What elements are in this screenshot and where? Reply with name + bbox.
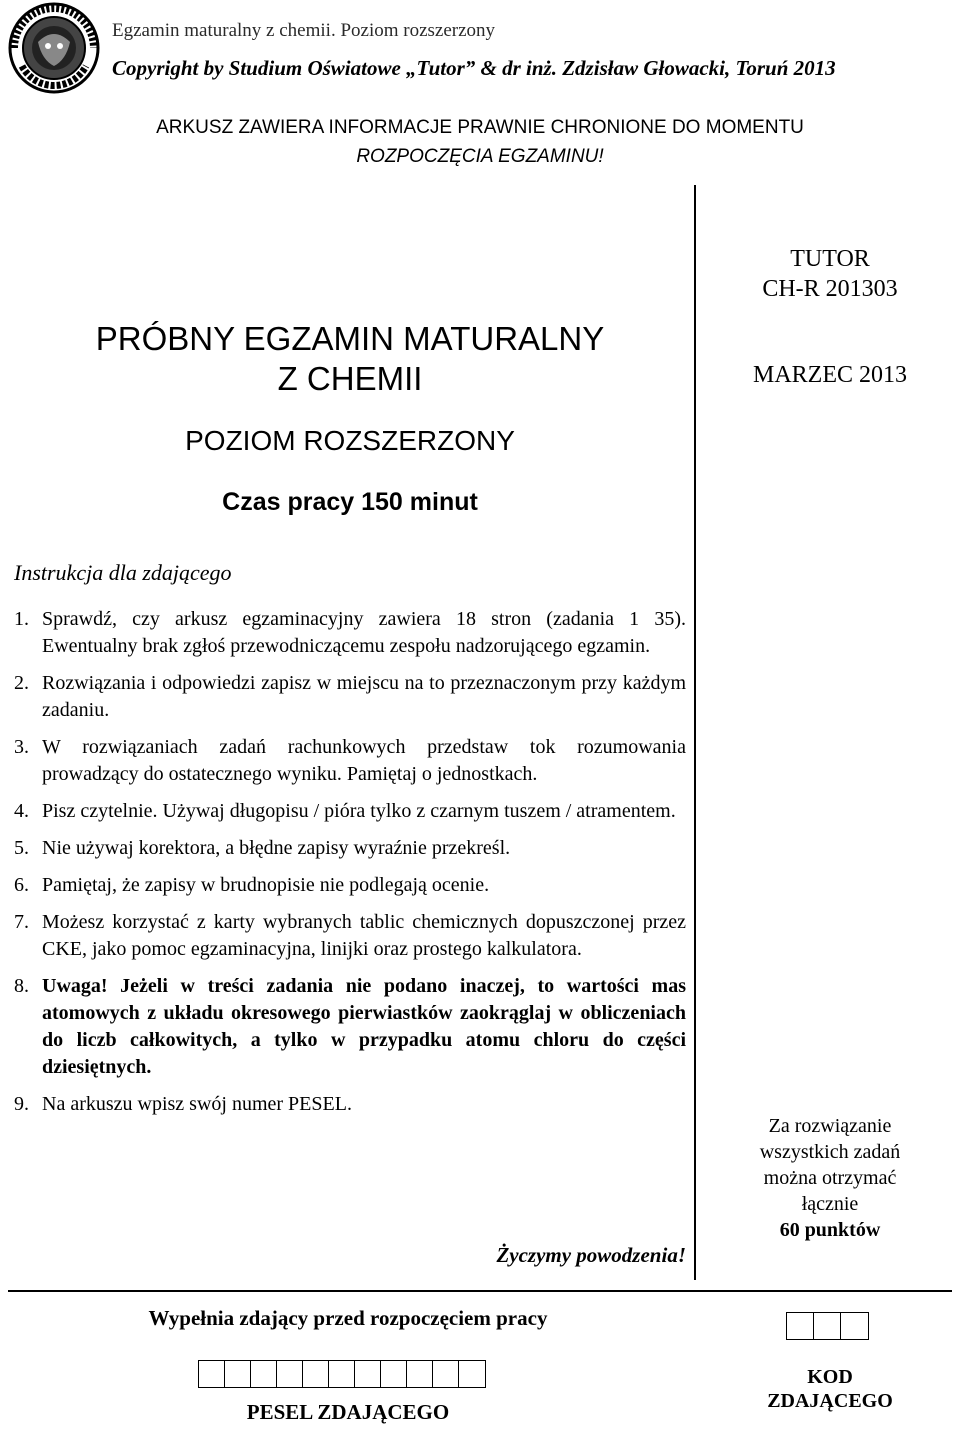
list-item-warning: 8. Uwaga! Jeżeli w treści zadania nie podano inaczej, to wartości mas atomowych z układu okresowego pierwiastków zaokrąglaj w obliczeniach do liczb całkowitych, a tylko w przypadku atomu chloru do części dziesiętnych. xyxy=(14,975,687,1078)
points-info: Za rozwiązanie wszystkich zadań można otrzymać łącznie 60 punktów xyxy=(700,1113,960,1243)
candidate-code-label-line1: KOD xyxy=(807,1366,853,1388)
exam-level: POZIOM ROZSZERZONY xyxy=(185,425,515,456)
pesel-digit-box[interactable] xyxy=(381,1361,407,1387)
pesel-digit-box[interactable] xyxy=(433,1361,459,1387)
total-points: 60 punktów xyxy=(779,1219,881,1241)
header-copyright: Copyright by Studium Oświatowe „Tutor” & dr inż. Zdzisław Głowacki, Toruń 2013 xyxy=(112,56,836,80)
pesel-digit-box[interactable] xyxy=(355,1361,381,1387)
exam-time: Czas pracy 150 minut xyxy=(222,488,478,516)
list-item: 3. W rozwiązaniach zadań rachunkowych przedstaw tok rozumowania prowadzący do ostatecznego wyniku. Pamiętaj o jednostkach. xyxy=(14,736,686,785)
warning-label: Uwaga! xyxy=(42,975,108,997)
pesel-digit-box[interactable] xyxy=(251,1361,277,1387)
exam-code: CH-R 201303 xyxy=(762,276,898,302)
notice-line1: ARKUSZ ZAWIERA INFORMACJE PRAWNIE CHRONIONE DO MOMENTU xyxy=(156,117,804,138)
header-exam-title: Egzamin maturalny z chemii. Poziom rozszerzony xyxy=(112,20,496,41)
candidate-code-boxes[interactable] xyxy=(786,1312,869,1340)
code-digit-box[interactable] xyxy=(841,1313,868,1339)
pesel-digit-box[interactable] xyxy=(303,1361,329,1387)
pesel-input-boxes[interactable] xyxy=(198,1360,486,1388)
pesel-digit-box[interactable] xyxy=(225,1361,251,1387)
pesel-digit-box[interactable] xyxy=(459,1361,485,1387)
exam-title-line1: PRÓBNY EGZAMIN MATURALNY xyxy=(95,320,605,357)
horizontal-divider xyxy=(8,1290,952,1292)
list-item: 4. Pisz czytelnie. Używaj długopisu / pióra tylko z czarnym tuszem / atramentem. xyxy=(14,800,676,822)
list-item: 9. Na arkuszu wpisz swój numer PESEL. xyxy=(14,1093,352,1115)
pesel-digit-box[interactable] xyxy=(407,1361,433,1387)
good-luck-text: Życzymy powodzenia! xyxy=(496,1243,686,1267)
pesel-digit-box[interactable] xyxy=(199,1361,225,1387)
pesel-digit-box[interactable] xyxy=(329,1361,355,1387)
list-item: 5. Nie używaj korektora, a błędne zapisy wyraźnie przekreśl. xyxy=(14,837,511,859)
list-item: 6. Pamiętaj, że zapisy w brudnopisie nie podlegają ocenie. xyxy=(14,874,490,896)
list-item: 2. Rozwiązania i odpowiedzi zapisz w miejscu na to przeznaczonym przy każdym zadaniu. xyxy=(14,672,686,721)
notice-line2: ROZPOCZĘCIA EGZAMINU! xyxy=(356,146,604,167)
brand-label: TUTOR xyxy=(790,246,870,272)
studium-tutor-seal-icon xyxy=(8,2,100,94)
instructions-list xyxy=(14,606,686,1128)
candidate-code-label-line2: ZDAJĄCEGO xyxy=(767,1390,893,1412)
exam-date: MARZEC 2013 xyxy=(752,362,907,388)
exam-title-line2: Z CHEMII xyxy=(277,360,423,397)
list-item: 7. Możesz korzystać z karty wybranych tablic chemicznych dopuszczonej przez CKE, jako pomoc egzaminacyjna, linijki oraz prostego kalkulatora. xyxy=(14,911,686,960)
pesel-digit-box[interactable] xyxy=(277,1361,303,1387)
instructions-heading: Instrukcja dla zdającego xyxy=(14,560,232,585)
fill-instructions: Wypełnia zdający przed rozpoczęciem pracy xyxy=(148,1306,548,1330)
warning-text: Jeżeli w treści zadania nie podano inaczej, to wartości mas atomowych z układu okresowego pierwiastków zaokrąglaj w obliczeniach do liczb całkowitych, a tylko w przypadku atomu chloru do części dziesiętnych. xyxy=(42,975,687,1078)
pesel-label: PESEL ZDAJĄCEGO xyxy=(246,1400,450,1424)
list-item: 1. Sprawdź, czy arkusz egzaminacyjny zawiera 18 stron (zadania 1 35). Ewentualny brak zgłoś przewodniczącemu zespołu nadzorującego egzamin. xyxy=(14,608,686,657)
code-digit-box[interactable] xyxy=(787,1313,814,1339)
code-digit-box[interactable] xyxy=(814,1313,841,1339)
